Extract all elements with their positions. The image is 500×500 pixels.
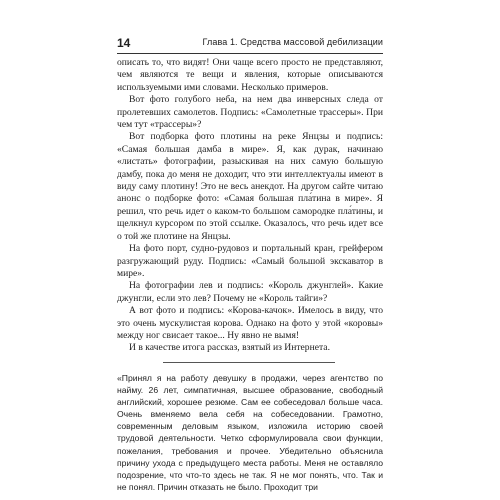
quoted-story bbox=[117, 372, 383, 493]
paragraph: Вот подборка фото плотины на реке Янцзы и подпись: «Самая большая дамба в мире». Я, как дурак, начинаю «листать» фотографии, разыскивая на них самую большую дамбу, пока до меня не доходит, что эти интеллектуалы имеют в виду саму плотину! Это не весь анекдот. На другом сайте читаю анонс о подборке фото: «Самая большая пла́тина в мире». Я решил, что речь идет о каком-то большом самородке пла́тины, и щелкнул курсором по этой ссылке. Оказалось, что речь идет все о той же плотине на Янцзы. bbox=[117, 131, 383, 242]
quote-divider bbox=[163, 362, 335, 363]
page-number: 14 bbox=[117, 36, 131, 50]
header-rule bbox=[117, 53, 383, 54]
paragraph: И в качестве итога рассказ, взятый из Интернета. bbox=[129, 342, 330, 354]
running-header bbox=[117, 36, 383, 50]
main-text bbox=[117, 57, 383, 355]
chapter-title: Глава 1. Средства массовой дебилизации bbox=[202, 37, 383, 47]
paragraph: Вот фото голубого неба, на нем два инверсных следа от пролетевших самолетов. Подпись: «Самолетные трассеры». При чем тут «трассеры»? bbox=[117, 94, 383, 131]
paragraph: На фото порт, судно-рудовоз и портальный кран, грейфером разгружающий руду. Подпись: «Самый большой экскаватор в мире». bbox=[117, 243, 383, 279]
quote-paragraph: «Принял я на работу девушку в продажи, через агентство по найму. 26 лет, симпатичная, высшее образование, свободный английский, хорошее резюме. Сам ее собеседовал больше часа. Очень вменяемо вела себя на собеседовании. Грамотно, современным деловым языком, изложила историю своей трудовой деятельности. Четко сформулировала свои функции, пожелания, требования и прочее. Убедительно объяснила причину ухода с предыдущего места работы. Меня не оставляло подозрение, что что-то здесь не так. Я не мог понять, что. Так и не понял. Причин отказать не было. Проходит три bbox=[117, 373, 383, 492]
paragraph: На фотографии лев и подпись: «Король джунглей». Какие джунгли, если это лев? Почему не «Король тайги»? bbox=[117, 280, 383, 304]
paragraph: описать то, что видят! Они чаще всего просто не представляют, чем являются те вещи и явления, которые описываются используемыми ими словами. Несколько примеров. bbox=[117, 57, 383, 93]
paragraph: А вот фото и подпись: «Корова-качок». Имелось в виду, что это очень мускулистая корова. Однако на фото у этой «коровы» между ног свисает такое... Ну явно не вымя! bbox=[117, 305, 383, 341]
